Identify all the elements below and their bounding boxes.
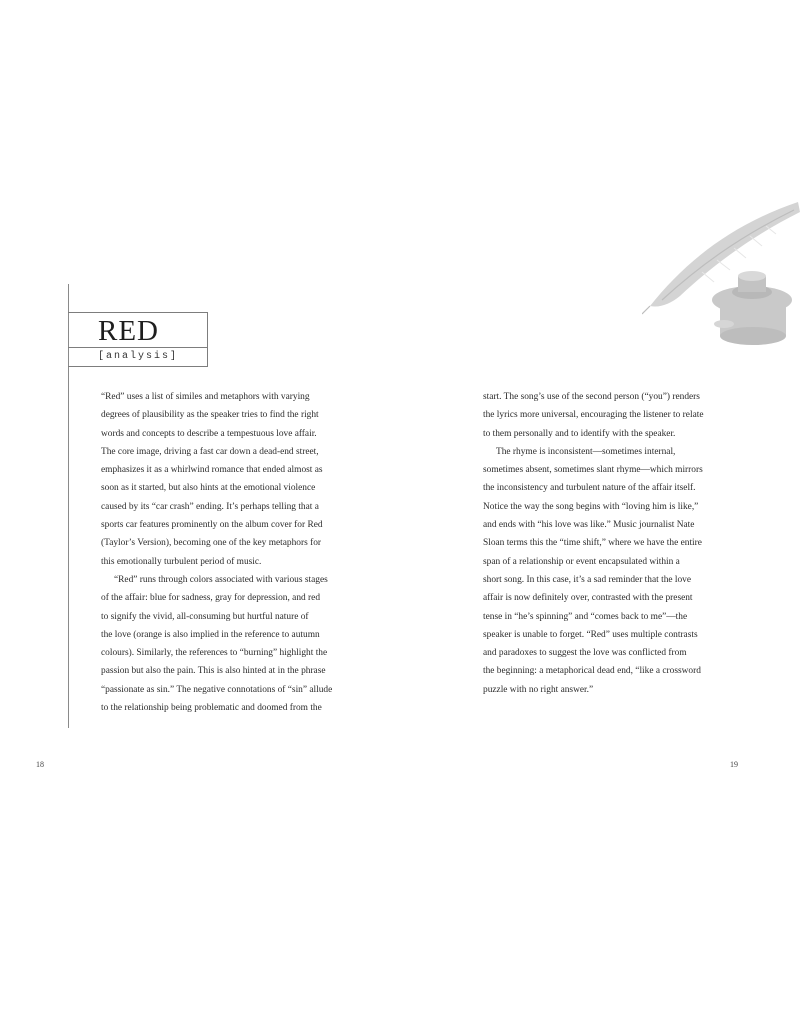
body-text-line: speaker is unable to forget. “Red” uses multiple contrasts (483, 629, 698, 640)
body-text-line: this emotionally turbulent period of music. (101, 556, 262, 567)
body-text-line: start. The song’s use of the second person (“you”) renders (483, 392, 700, 402)
body-text-line: “Red” runs through colors associated with various stages (114, 574, 328, 585)
page-number-right: 19 (730, 760, 738, 769)
body-text-line: and paradoxes to suggest the love was conflicted from (483, 648, 687, 659)
body-text-line: soon as it started, but also hints at the emotional violence (101, 483, 316, 494)
body-text-line: The rhyme is inconsistent—sometimes internal, (496, 446, 676, 457)
body-text-line: short song. In this case, it’s a sad reminder that the love (483, 574, 692, 585)
body-text-line: caused by its “car crash” ending. It’s perhaps telling that a (101, 501, 319, 512)
body-text-line: Sloan terms this the “time shift,” where we have the entire (483, 538, 702, 549)
body-text-line: sports car features prominently on the album cover for Red (101, 520, 323, 531)
chapter-subtitle: [analysis] (98, 351, 179, 362)
chapter-title: RED (98, 315, 159, 347)
body-text-line: sometimes absent, sometimes slant rhyme—which mirrors (483, 465, 703, 476)
body-text-line: passion but also the pain. This is also hinted at in the phrase (101, 666, 326, 677)
title-box (68, 312, 208, 348)
page-number-left: 18 (36, 760, 44, 769)
body-text-line: (Taylor’s Version), becoming one of the key metaphors for (101, 538, 322, 549)
body-text-line: the love (orange is also implied in the reference to autumn (101, 629, 320, 640)
body-text-line: the beginning: a metaphorical dead end, “like a crossword (483, 666, 701, 677)
body-text-line: the inconsistency and turbulent nature of the affair itself. (483, 483, 696, 494)
body-text-line: colours). Similarly, the references to “burning” highlight the (101, 648, 328, 659)
body-text-line: words and concepts to describe a tempestuous love affair. (101, 428, 317, 439)
body-text-line: “Red” uses a list of similes and metaphors with varying (101, 392, 310, 402)
body-text-line: The core image, driving a fast car down a dead-end street, (101, 446, 319, 457)
body-text-line: emphasizes it as a whirlwind romance that ended almost as (101, 465, 323, 476)
left-text-column (101, 388, 363, 717)
body-text-line: of the affair: blue for sadness, gray for depression, and red (101, 593, 321, 604)
subtitle-box (68, 348, 208, 367)
body-text-line: to them personally and to identify with the speaker. (483, 428, 676, 439)
body-text-line: affair is now definitely over, contrasted with the present (483, 593, 693, 604)
body-text-line: to the relationship being problematic and doomed from the (101, 703, 322, 714)
body-text-line: to signify the vivid, all-consuming but hurtful nature of (101, 611, 309, 622)
body-text-line: Notice the way the song begins with “loving him is like,” (483, 501, 699, 512)
body-text-line: tense in “he’s spinning” and “comes back to me”—the (483, 611, 688, 622)
right-text-column (483, 388, 745, 699)
right-page (400, 0, 800, 1024)
body-text-line: degrees of plausibility as the speaker tries to find the right (101, 410, 319, 421)
quill-and-inkwell-icon (642, 196, 800, 348)
body-text-line: and ends with “his love was like.” Music journalist Nate (483, 520, 695, 531)
body-text-line: puzzle with no right answer.” (483, 684, 594, 695)
body-text-line: the lyrics more universal, encouraging the listener to relate (483, 410, 704, 421)
body-text-line: “passionate as sin.” The negative connotations of “sin” allude (101, 684, 333, 695)
body-text-line: span of a relationship or event encapsulated within a (483, 556, 680, 567)
